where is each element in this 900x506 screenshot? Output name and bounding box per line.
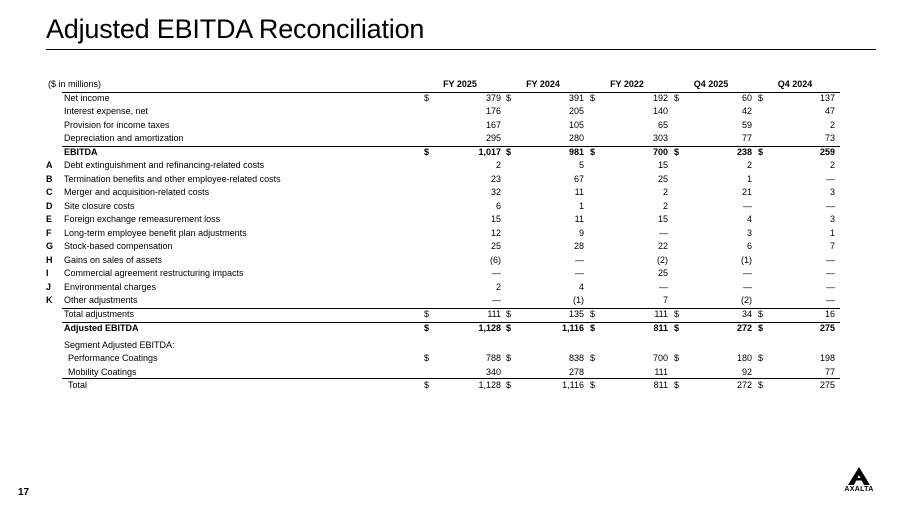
table-row — [46, 159, 840, 173]
currency-symbol: $ — [590, 353, 596, 363]
row-label: Segment Adjusted EBITDA: — [64, 339, 175, 350]
currency-symbol: $ — [424, 146, 430, 157]
table-cell: 303 — [652, 133, 668, 143]
currency-symbol: $ — [758, 92, 764, 103]
table-cell: 3 — [829, 187, 835, 197]
table-cell: 25 — [657, 173, 668, 184]
table-row — [46, 186, 840, 200]
table-cell: (1) — [573, 295, 584, 305]
table-cell: 205 — [568, 106, 584, 116]
table-cell: 2 — [662, 200, 668, 211]
table-cell: 15 — [657, 160, 668, 170]
row-label: Environmental charges — [64, 281, 157, 292]
row-label: Total — [68, 380, 88, 390]
table-cell: 1,128 — [478, 323, 501, 333]
row-letter: C — [46, 187, 53, 197]
table-cell: 28 — [573, 241, 584, 251]
table-cell: 295 — [485, 133, 501, 143]
table-cell: — — [743, 268, 752, 278]
currency-symbol: $ — [506, 380, 512, 390]
table-row — [46, 308, 840, 322]
row-letter: F — [46, 227, 52, 238]
table-cell: — — [575, 268, 584, 278]
currency-symbol: $ — [506, 146, 512, 157]
table-cell: 137 — [819, 92, 835, 103]
currency-symbol: $ — [758, 146, 764, 157]
table-cell: 1,128 — [478, 380, 501, 390]
table-row — [46, 200, 840, 214]
column-header: Q4 2024 — [777, 79, 813, 89]
table-cell: 32 — [490, 187, 501, 197]
row-letter: A — [46, 160, 53, 170]
table-cell: — — [659, 227, 668, 238]
table-cell: 47 — [824, 106, 835, 116]
table-cell: 2 — [495, 160, 501, 170]
table-cell: — — [826, 281, 835, 292]
table-cell: 15 — [490, 214, 501, 224]
table-cell: 192 — [652, 92, 668, 103]
currency-symbol: $ — [506, 308, 512, 319]
table-row — [46, 352, 840, 366]
currency-symbol: $ — [424, 92, 430, 103]
currency-symbol: $ — [674, 353, 680, 363]
table-cell: 1 — [829, 227, 835, 238]
column-header: Q4 2025 — [693, 79, 729, 89]
table-row — [46, 146, 840, 160]
row-label: Gains on sales of assets — [64, 254, 163, 265]
table-cell: 2 — [746, 160, 752, 170]
currency-symbol: $ — [506, 92, 512, 103]
table-cell: 92 — [741, 366, 752, 377]
table-cell: (2) — [741, 295, 752, 305]
table-cell: 167 — [485, 119, 501, 130]
table-cell: 2 — [829, 160, 835, 170]
table-cell: 838 — [568, 353, 584, 363]
currency-symbol: $ — [674, 146, 680, 157]
table-cell: — — [826, 268, 835, 278]
table-cell: 16 — [824, 308, 835, 319]
table-cell: 6 — [495, 200, 501, 211]
row-label: Other adjustments — [64, 295, 138, 305]
currency-symbol: $ — [674, 92, 680, 103]
table-row — [46, 227, 840, 241]
table-cell: 275 — [819, 380, 835, 390]
currency-symbol: $ — [506, 323, 512, 333]
table-row — [46, 173, 840, 187]
table-cell: 811 — [653, 380, 668, 390]
title-divider — [46, 49, 876, 50]
table-cell: 259 — [819, 146, 835, 157]
currency-symbol: $ — [506, 353, 512, 363]
table-cell: 198 — [819, 353, 835, 363]
column-header: FY 2025 — [443, 79, 477, 89]
table-cell: — — [826, 173, 835, 184]
table-cell: 21 — [741, 187, 752, 197]
currency-symbol: $ — [424, 323, 430, 333]
table-cell: 23 — [490, 173, 501, 184]
currency-symbol: $ — [674, 323, 680, 333]
table-row — [46, 379, 840, 393]
row-letter: G — [46, 241, 54, 251]
row-letter: K — [46, 295, 53, 305]
row-label: Merger and acquisition-related costs — [64, 187, 210, 197]
table-cell: 12 — [490, 227, 501, 238]
currency-symbol: $ — [758, 353, 764, 363]
table-cell: 25 — [490, 241, 501, 251]
currency-symbol: $ — [424, 308, 430, 319]
row-letter: D — [46, 200, 53, 211]
table-cell: 3 — [829, 214, 835, 224]
table-cell: 1,116 — [562, 380, 584, 390]
column-header: FY 2024 — [526, 79, 560, 89]
currency-symbol: $ — [424, 380, 430, 390]
table-cell: 7 — [662, 295, 668, 305]
row-label: EBITDA — [64, 146, 98, 157]
table-cell: 77 — [824, 366, 835, 377]
table-cell: 391 — [568, 92, 584, 103]
table-cell: 811 — [653, 323, 668, 333]
table-cell: — — [826, 295, 835, 305]
table-cell: (6) — [490, 254, 501, 265]
table-cell: 340 — [485, 366, 501, 377]
table-cell: 9 — [578, 227, 584, 238]
currency-symbol: $ — [758, 323, 764, 333]
row-label: Interest expense, net — [64, 106, 149, 116]
table-cell: 67 — [573, 173, 584, 184]
logo-text: AXALTA — [844, 486, 874, 493]
row-label: Net income — [64, 92, 110, 103]
table-cell: 11 — [574, 214, 584, 224]
table-cell: 272 — [736, 323, 752, 333]
table-row — [46, 240, 840, 254]
table-cell: 105 — [568, 119, 584, 130]
table-cell: — — [826, 254, 835, 265]
currency-symbol: $ — [674, 380, 680, 390]
table-cell: (1) — [741, 254, 752, 265]
currency-symbol: $ — [590, 323, 596, 333]
table-cell: — — [659, 281, 668, 292]
table-row — [46, 105, 840, 119]
row-letter: E — [46, 214, 53, 224]
table-cell: 42 — [741, 106, 752, 116]
table-row — [46, 92, 840, 106]
row-letter: B — [46, 173, 53, 184]
table-cell: — — [743, 200, 752, 211]
table-header-row — [46, 78, 840, 92]
row-label: Site closure costs — [64, 200, 135, 211]
table-cell: 4 — [578, 281, 584, 292]
row-label: Adjusted EBITDA — [64, 323, 139, 333]
row-label: Total adjustments — [64, 308, 135, 319]
row-label: Long-term employee benefit plan adjustments — [64, 227, 247, 238]
table-row — [46, 213, 840, 227]
table-cell: 272 — [736, 380, 752, 390]
currency-symbol: $ — [590, 146, 596, 157]
row-label: Mobility Coatings — [68, 366, 137, 377]
table-cell: 65 — [657, 119, 668, 130]
currency-symbol: $ — [758, 380, 764, 390]
table-cell: 278 — [568, 366, 584, 377]
table-cell: 2 — [662, 187, 668, 197]
table-cell: 111 — [487, 308, 501, 319]
table-cell: 275 — [819, 323, 835, 333]
table-cell: 34 — [741, 308, 752, 319]
currency-symbol: $ — [590, 308, 596, 319]
table-cell: 60 — [741, 92, 752, 103]
table-cell: 6 — [746, 241, 752, 251]
table-row — [46, 366, 840, 380]
table-cell: 73 — [824, 133, 835, 143]
table-cell: 1,017 — [478, 146, 501, 157]
table-cell: 788 — [485, 353, 501, 363]
logo-mark-icon — [848, 467, 870, 485]
table-cell: 11 — [574, 187, 584, 197]
table-row — [46, 339, 840, 353]
unit-label: ($ in millions) — [48, 79, 102, 89]
table-cell: 238 — [736, 146, 752, 157]
table-row — [46, 254, 840, 268]
table-row — [46, 119, 840, 133]
row-letter: J — [46, 281, 52, 292]
table-cell: (2) — [657, 254, 668, 265]
table-cell: 5 — [578, 160, 584, 170]
table-row — [46, 132, 840, 146]
table-cell: 2 — [495, 281, 501, 292]
table-cell: — — [826, 200, 835, 211]
table-cell: — — [575, 254, 584, 265]
table-row — [46, 322, 840, 336]
table-cell: 180 — [736, 353, 752, 363]
table-cell: — — [492, 295, 501, 305]
row-label: Stock-based compensation — [64, 241, 173, 251]
currency-symbol: $ — [758, 308, 764, 319]
table-cell: 280 — [568, 133, 584, 143]
page-number: 17 — [18, 487, 30, 498]
row-label: Provision for income taxes — [64, 119, 170, 130]
page-title: Adjusted EBITDA Reconciliation — [46, 14, 425, 44]
row-letter: H — [46, 254, 53, 265]
table-row — [46, 267, 840, 281]
company-logo — [838, 467, 880, 497]
table-cell: 7 — [829, 241, 835, 251]
table-cell: 981 — [568, 146, 584, 157]
table-cell: 77 — [741, 133, 752, 143]
row-label: Debt extinguishment and refinancing-related costs — [64, 160, 265, 170]
table-cell: 1,116 — [561, 323, 584, 333]
table-cell: 111 — [654, 366, 668, 377]
table-cell: 135 — [568, 308, 584, 319]
currency-symbol: $ — [590, 380, 596, 390]
currency-symbol: $ — [590, 92, 596, 103]
currency-symbol: $ — [674, 308, 680, 319]
row-label: Termination benefits and other employee-related costs — [64, 173, 281, 184]
table-cell: — — [743, 281, 752, 292]
table-cell: 3 — [746, 227, 752, 238]
table-cell: 15 — [657, 214, 668, 224]
row-label: Commercial agreement restructuring impacts — [64, 268, 244, 278]
row-label: Performance Coatings — [68, 353, 158, 363]
table-cell: 59 — [741, 119, 752, 130]
row-label: Foreign exchange remeasurement loss — [64, 214, 221, 224]
reconciliation-table — [46, 78, 840, 393]
table-cell: 1 — [578, 200, 584, 211]
table-row — [46, 294, 840, 308]
table-cell: 140 — [652, 106, 668, 116]
table-cell: 111 — [654, 308, 668, 319]
table-cell: 22 — [657, 241, 668, 251]
table-cell: 379 — [485, 92, 501, 103]
table-row — [46, 281, 840, 295]
table-cell: — — [492, 268, 501, 278]
row-label: Depreciation and amortization — [64, 133, 184, 143]
table-cell: 176 — [485, 106, 501, 116]
table-cell: 4 — [746, 214, 752, 224]
currency-symbol: $ — [424, 353, 430, 363]
row-letter: I — [46, 268, 49, 278]
table-cell: 2 — [829, 119, 835, 130]
table-cell: 1 — [746, 173, 752, 184]
table-cell: 700 — [652, 146, 668, 157]
column-header: FY 2022 — [610, 79, 644, 89]
table-cell: 25 — [657, 268, 668, 278]
table-cell: 700 — [652, 353, 668, 363]
